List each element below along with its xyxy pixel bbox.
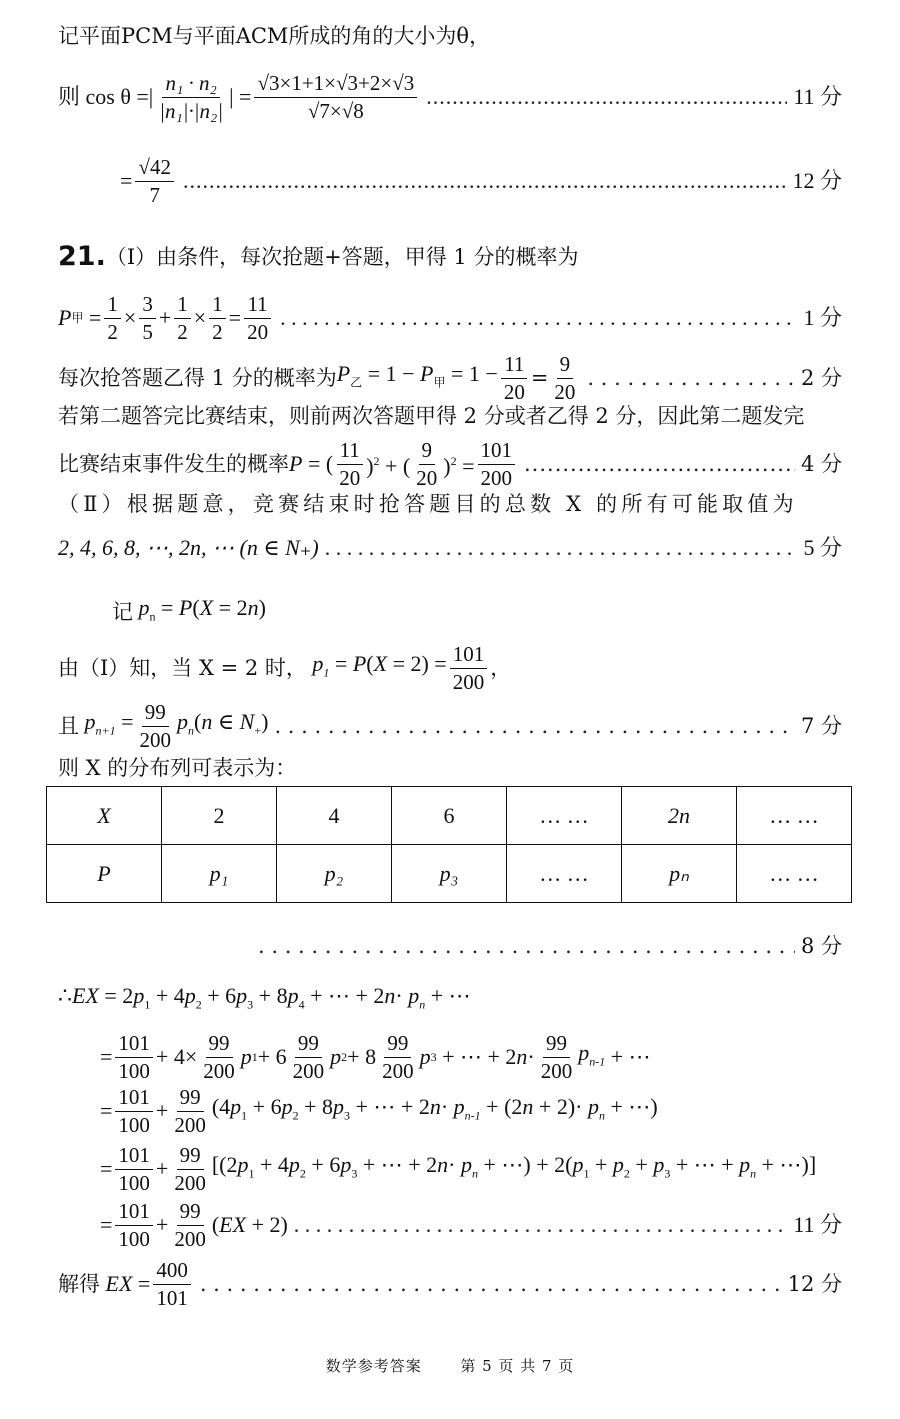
table-cell: p₁ — [162, 845, 277, 903]
dot-leader — [524, 448, 795, 480]
question-number: 21. — [58, 241, 106, 272]
ex-line-5: = $\frac{101}{100}$ + $\frac{99}{200}$ (EX + 2) . . . 11 分 — [100, 1198, 842, 1252]
table-cell: X — [47, 787, 162, 845]
cos-result-line: = $\frac{√42}{7}$ ..... 12 分 — [120, 150, 842, 212]
table-cell: … … — [507, 845, 622, 903]
ex-final-line: 解得 EX = $\frac{400}{101}$ . . . 12 分 — [58, 1256, 842, 1312]
distribution-table — [46, 786, 852, 903]
table-cell: … … — [507, 787, 622, 845]
score-7: 7 分 — [800, 714, 842, 738]
table-row — [47, 845, 852, 903]
score-12b: 12 分 — [787, 1272, 842, 1296]
dot-leader — [274, 710, 795, 742]
p-jia-line: P 甲 = $\frac{1}{2}$ × $\frac{3}{5}$ + $\frac{1}{2}$ × $\frac{1}{2}$ = $\frac{11}{20}$ . . . 1 分 — [58, 288, 842, 348]
score-11b: 11 分 — [793, 1212, 842, 1237]
cos-denominator: √7×√8 — [307, 98, 364, 123]
cos-fraction — [254, 72, 417, 121]
table-cell: p₃ — [392, 845, 507, 903]
cos-result-fraction: $\frac{√42}{7}$ — [135, 156, 174, 205]
table-cell: p₂ — [277, 845, 392, 903]
dot-leader — [280, 302, 797, 334]
cos-numerator: √3×1+1×√3+2×√3 — [254, 72, 417, 97]
dot-leader — [325, 532, 798, 564]
define-pn-line: 记 $p_n = P(X = 2n)$ — [112, 595, 266, 625]
score-4: 4 分 — [800, 452, 842, 476]
dist-intro-line: 则 X 的分布列可表示为： — [58, 756, 297, 780]
dot-leader — [294, 1209, 788, 1241]
table-cell: … … — [737, 845, 852, 903]
score-8: 8 分 — [800, 934, 842, 958]
p1-line: 由（Ⅰ）知，当 X = 2 时， $p_1 = P(X = 2)$ = $\frac{101}{200}$ ， — [58, 642, 512, 694]
plane-angle-text: 记平面PCM与平面ACM所成的角的大小为θ， — [58, 24, 491, 48]
table-cell: 2 — [162, 787, 277, 845]
score-2: 2 分 — [800, 366, 842, 390]
vector-fraction: $\frac{\text{n₁ · n₂}}{\text{|n₁|·|n₂|}}$ — [159, 71, 224, 123]
part2-line: （Ⅱ）根据题意，竞赛结束时抢答题目的总数 X 的所有可能取值为 — [58, 492, 798, 516]
ex-line-1: ∴EX = $2p_1 + 4p_2 + 6p_3 + 8p_4$ + ⋯ + $2n\cdot p_n$ + ⋯ — [58, 983, 471, 1012]
p-yi-line: 每次抢答题乙得 1 分的概率为 $P_乙 = 1 - P_甲 = 1$ − $\frac{11}{20}$ = $\frac{9}{20}$ . . . 2 分 — [58, 348, 842, 408]
dot-leader — [426, 81, 787, 113]
cos-prefix: 则 cos θ = — [58, 84, 149, 109]
footer-subject: 数学参考答案 — [325, 1357, 422, 1375]
table-cell: … … — [737, 787, 852, 845]
table-cell: P — [47, 845, 162, 903]
score-11: 11 分 — [793, 84, 842, 109]
ex-line-4: = $\frac{101}{100}$ + $\frac{99}{200}$ [($2p_1 + 4p_2 + 6p_3$ + ⋯ + $2n\cdot p_n$ + ⋯) + $2(p_1 + p_2 + p_3$ + ⋯ + $p_n$ + ⋯)] — [100, 1143, 817, 1195]
table-cell: 4 — [277, 787, 392, 845]
table-cell: pₙ — [622, 845, 737, 903]
cos-formula-line: 则 cos θ = | $\frac{\text{n₁ · n₂}}{\text{|n₁|·|n₂|}}$ | = $\frac{√3\times 1+1\times√3+2\times√3}{√7\times√8}$ ..... 11 分 — [58, 62, 842, 132]
ex-line-2: = $\frac{101}{100}$ + 4× $\frac{99}{200}$ p 1 + 6 $\frac{99}{200}$ p 2 + 8 $\frac{99}{200}$ p 3 + ⋯ + 2 n · $\frac{99}{200}$ $p_{n-1}$ + ⋯ — [100, 1031, 651, 1083]
score-12: 12 分 — [792, 168, 842, 193]
end-condition-line2: 比赛结束事件发生的概率 P = ( $\frac{11}{20}$ )$^2$ + ( $\frac{9}{20}$ )$^2$ = $\frac{101}{200}$ ..... 4 分 — [58, 436, 842, 492]
dot-leader — [183, 165, 787, 197]
values-line: 2, 4, 6, 8, ⋯, 2n, ⋯ (n ∈ N₊) . . . 5 分 — [58, 532, 842, 564]
score-5: 5 分 — [803, 535, 842, 560]
table-score-line — [258, 930, 842, 962]
plane-angle-line — [58, 20, 842, 52]
dot-leader — [200, 1268, 782, 1300]
footer-page-number: 第 5 页 共 7 页 — [460, 1357, 575, 1375]
page-footer — [0, 1355, 900, 1376]
q21-heading — [58, 241, 842, 273]
q21-intro: （Ⅰ）由条件，每次抢题+答题，甲得 1 分的概率为 — [105, 245, 579, 269]
dot-leader — [258, 930, 795, 962]
ex-line-3: = $\frac{101}{100}$ + $\frac{99}{200}$ ($4p_1 + 6p_2 + 8p_3$ + ⋯ + $2n\cdot p_{n-1} + (2n + 2)\cdot p_n$ + ⋯) — [100, 1085, 658, 1137]
recurrence-line: 且 $p_{n+1}$ = $\frac{99}{200}$ $p_n(n$ ∈ $N_+$) . . . 7 分 — [58, 698, 842, 754]
end-condition-line1: 若第二题答完比赛结束，则前两次答题甲得 2 分或者乙得 2 分，因此第二题发完 — [58, 404, 805, 428]
score-1: 1 分 — [803, 305, 842, 330]
table-cell: 6 — [392, 787, 507, 845]
dot-leader — [587, 362, 795, 394]
table-cell: 2n — [622, 787, 737, 845]
table-row — [47, 787, 852, 845]
